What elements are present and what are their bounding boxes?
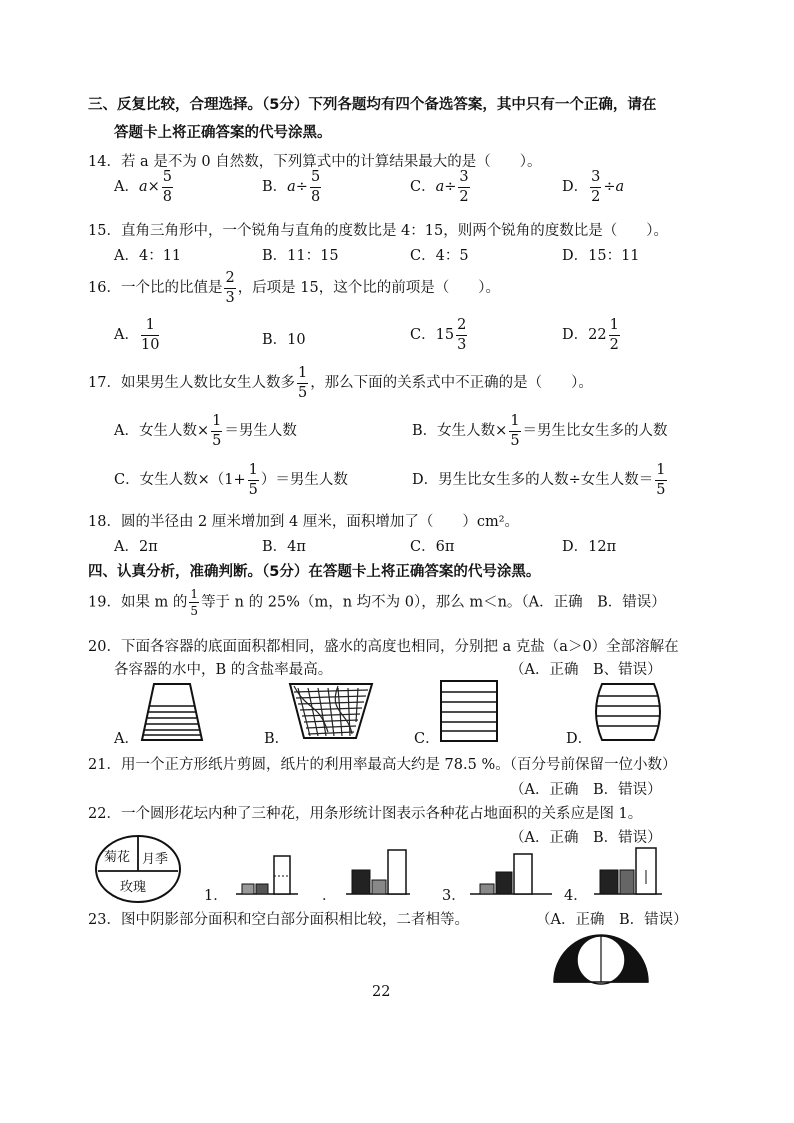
q16-option-a: A． $\frac{1}{10}$	[114, 317, 160, 353]
q15-option-d: D．15：11	[562, 248, 640, 264]
pie-label-rose-monthly: 月季	[142, 852, 169, 867]
q16-option-b: B．10	[262, 332, 306, 348]
q20-label-d: D．	[566, 731, 593, 747]
q18-stem: 18．圆的半径由 2 厘米增加到 4 厘米，面积增加了（ ）cm²。	[88, 514, 520, 530]
q20-choice: （A．正确 B、错误）	[510, 662, 662, 678]
q16-option-d: D．22 $\frac{1}{2}$	[562, 317, 619, 353]
q15-option-a: A．4：11	[114, 248, 182, 264]
q14-option-a: A．a× $\frac{5}{8}$	[114, 169, 173, 205]
container-b-inverted-trapezoid	[288, 682, 374, 740]
q17-stem: 17．如果男生人数比女生人数多 $\frac{1}{5}$ ，那么下面的关系式中不正确的是（ ）。	[88, 365, 593, 401]
graph-label-3: 3．	[442, 888, 466, 904]
q15-stem: 15．直角三角形中，一个锐角与直角的度数比是 4：15，则两个锐角的度数比是（ ）。	[88, 223, 668, 239]
q21-choice: （A．正确 B．错误）	[510, 782, 662, 798]
q22-choice: （A．正确 B．错误）	[510, 830, 662, 846]
q14-stem: 14．若 a 是不为 0 自然数，下列算式中的计算结果最大的是（ ）。	[88, 154, 542, 170]
q19-stem: 19．如果 m 的 $\frac{1}{5}$ 等于 n 的 25%（m，n 均不为 0），那么 m＜n。（A．正确 B．错误）	[88, 587, 666, 618]
bar-graph-3	[470, 850, 554, 898]
q20-label-a: A．	[114, 731, 139, 747]
bar-graph-2	[346, 846, 412, 898]
q15-option-b: B．11：15	[262, 248, 339, 264]
q18-option-a: A．2π	[114, 539, 158, 555]
section3-heading: 三、反复比较，合理选择。（5分）下列各题均有四个备选答案，其中只有一个正确，请在	[88, 97, 657, 113]
section3-heading-line2: 答题卡上将正确答案的代号涂黑。	[114, 125, 332, 141]
container-a-trapezoid	[140, 682, 204, 742]
container-d-barrel	[592, 682, 664, 742]
q22-line1: 22．一个圆形花坛内种了三种花，用条形统计图表示各种花占地面积的关系应是图 1。	[88, 806, 643, 822]
q14-option-b: B．a÷ $\frac{5}{8}$	[262, 169, 321, 205]
q14-option-c: C．a÷ $\frac{3}{2}$	[410, 169, 469, 205]
q15-option-c: C．4：5	[410, 248, 469, 264]
pie-label-chrysanthemum: 菊花	[104, 850, 131, 865]
container-c-rectangle	[440, 680, 498, 742]
q17-option-b: B．女生人数× $\frac{1}{5}$ ＝男生比女生多的人数	[412, 413, 668, 449]
q23-line1: 23．图中阴影部分面积和空白部分面积相比较，二者相等。	[88, 912, 469, 928]
bar-graph-4	[594, 846, 664, 898]
section4-heading: 四、认真分析，准确判断。（5分）在答题卡上将正确答案的代号涂黑。	[88, 564, 541, 580]
bar-graph-1	[236, 852, 300, 898]
q20-label-b: B．	[264, 731, 290, 747]
pie-label-rose: 玫瑰	[120, 880, 147, 895]
q23-choice: （A．正确 B．错误）	[536, 912, 688, 928]
q20-label-c: C．	[414, 731, 440, 747]
q18-option-b: B．4π	[262, 539, 306, 555]
q16-stem: 16．一个比的比值是 $\frac{2}{3}$ ，后项是 15，这个比的前项是（ ）。	[88, 270, 500, 306]
q21-line1: 21．用一个正方形纸片剪圆，纸片的利用率最高大约是 78.5 %。（百分号前保留一位小数）	[88, 757, 677, 773]
graph-label-2: ．	[322, 888, 337, 904]
q20-line1: 20．下面各容器的底面面积都相同，盛水的高度也相同，分别把 a 克盐（a＞0）全部溶解在	[88, 639, 679, 655]
graph-label-4: 4．	[564, 888, 588, 904]
graph-label-1: 1．	[204, 888, 228, 904]
page-number: 22	[372, 984, 391, 1000]
q16-option-c: C．15 $\frac{2}{3}$	[410, 317, 467, 353]
q18-option-d: D．12π	[562, 539, 617, 555]
q17-option-c: C．女生人数×（1+ $\frac{1}{5}$ ）＝男生人数	[114, 462, 348, 498]
q17-option-d: D．男生比女生多的人数÷女生人数＝ $\frac{1}{5}$	[412, 462, 666, 498]
q17-option-a: A．女生人数× $\frac{1}{5}$ ＝男生人数	[114, 413, 297, 449]
q18-option-c: C．6π	[410, 539, 455, 555]
q23-shaded-semicircle-figure	[552, 932, 650, 984]
q14-option-d: D． $\frac{3}{2}$ ÷a	[562, 169, 625, 205]
q20-line2: 各容器的水中，B 的含盐率最高。	[114, 662, 333, 678]
